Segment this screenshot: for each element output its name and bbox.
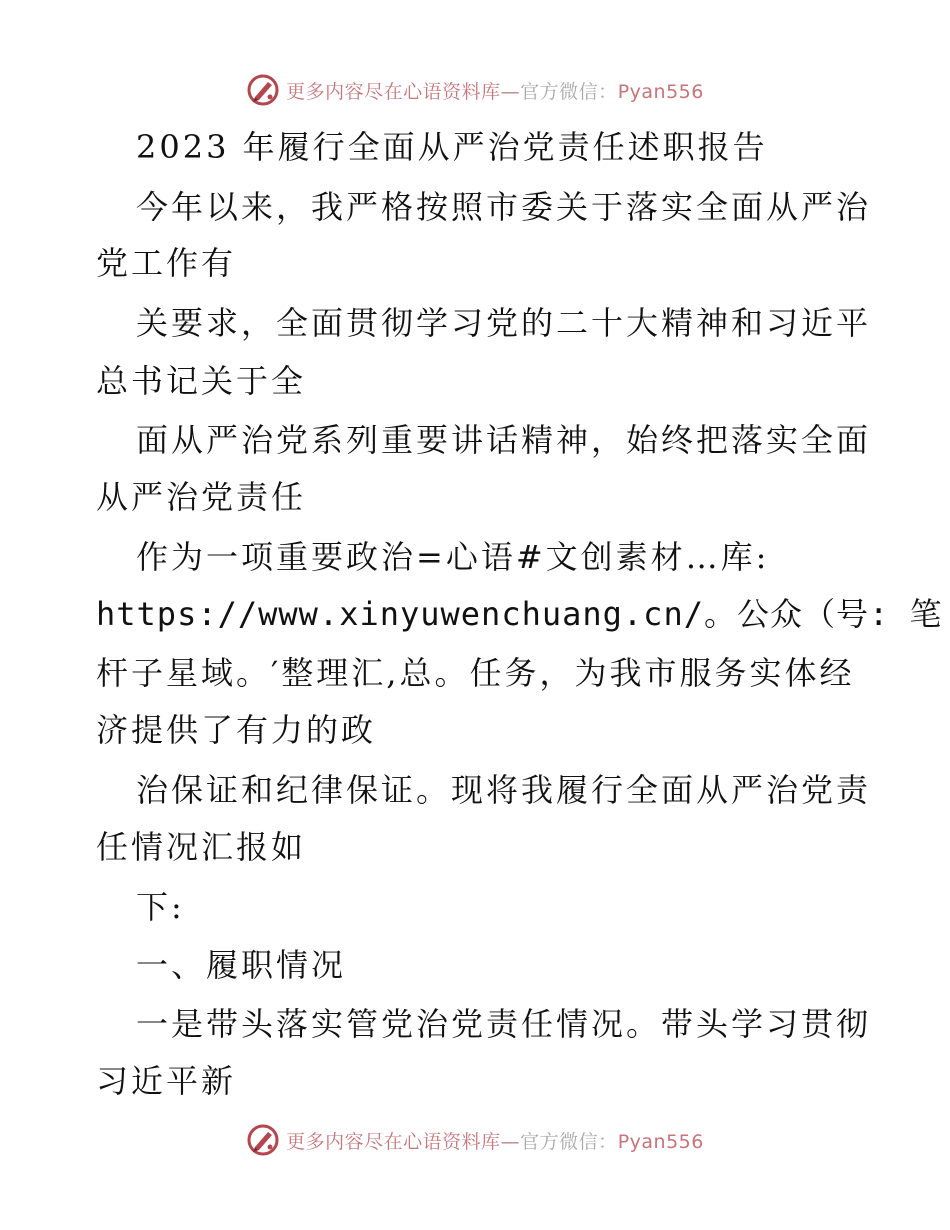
paragraph-line: 党工作有 [96, 244, 237, 282]
banner-text [286, 77, 704, 104]
banner-wechat-id: Pyan556 [617, 80, 704, 103]
paragraph-line: 一是带头落实管党治党责任情况。带头学习贯彻 [136, 1005, 872, 1043]
paragraph-line: 今年以来，我严格按照市委关于落实全面从严治 [136, 188, 872, 226]
paragraph-line: 任情况汇报如 [96, 828, 307, 866]
document-title: 2023 年履行全面从严治党责任述职报告 [136, 128, 768, 166]
pen-logo-icon [246, 1123, 280, 1157]
paragraph-line: 从严治党责任 [96, 478, 307, 516]
pen-logo-icon [246, 73, 280, 107]
banner-text [286, 1127, 704, 1154]
paragraph-line: 关要求，全面贯彻学习党的二十大精神和习近平 [136, 304, 872, 342]
paragraph-line-url: https://www.xinyuwenchuang.cn/。公众（号: 笔 [96, 595, 943, 633]
paragraph-line: 作为一项重要政治=心语#文创素材…库: [136, 538, 770, 576]
paragraph-line: 习近平新 [96, 1062, 237, 1100]
banner-site-text: 更多内容尽在心语资料库 [286, 80, 501, 103]
paragraph-line: 面从严治党系列重要讲话精神，始终把落实全面 [136, 421, 872, 459]
banner-separator: — [500, 80, 521, 103]
banner-inner [246, 73, 704, 107]
paragraph-line: 济提供了有力的政 [96, 711, 377, 749]
paragraph-line: 总书记关于全 [96, 362, 307, 400]
paragraph-line: 下: [136, 888, 185, 926]
section-heading: 一、履职情况 [136, 946, 347, 984]
paragraph-line: 杆子星域。′整理汇,总。任务，为我市服务实体经 [96, 654, 855, 692]
banner-site-text: 更多内容尽在心语资料库 [286, 1130, 501, 1153]
banner-inner [246, 1123, 704, 1157]
banner-wechat-label: 官方微信： [520, 80, 618, 103]
header-watermark-banner [0, 70, 950, 110]
banner-wechat-label: 官方微信： [520, 1130, 618, 1153]
banner-wechat-id: Pyan556 [617, 1130, 704, 1153]
footer-watermark-banner [0, 1120, 950, 1160]
banner-separator: — [500, 1130, 521, 1153]
paragraph-line: 治保证和纪律保证。现将我履行全面从严治党责 [136, 771, 872, 809]
